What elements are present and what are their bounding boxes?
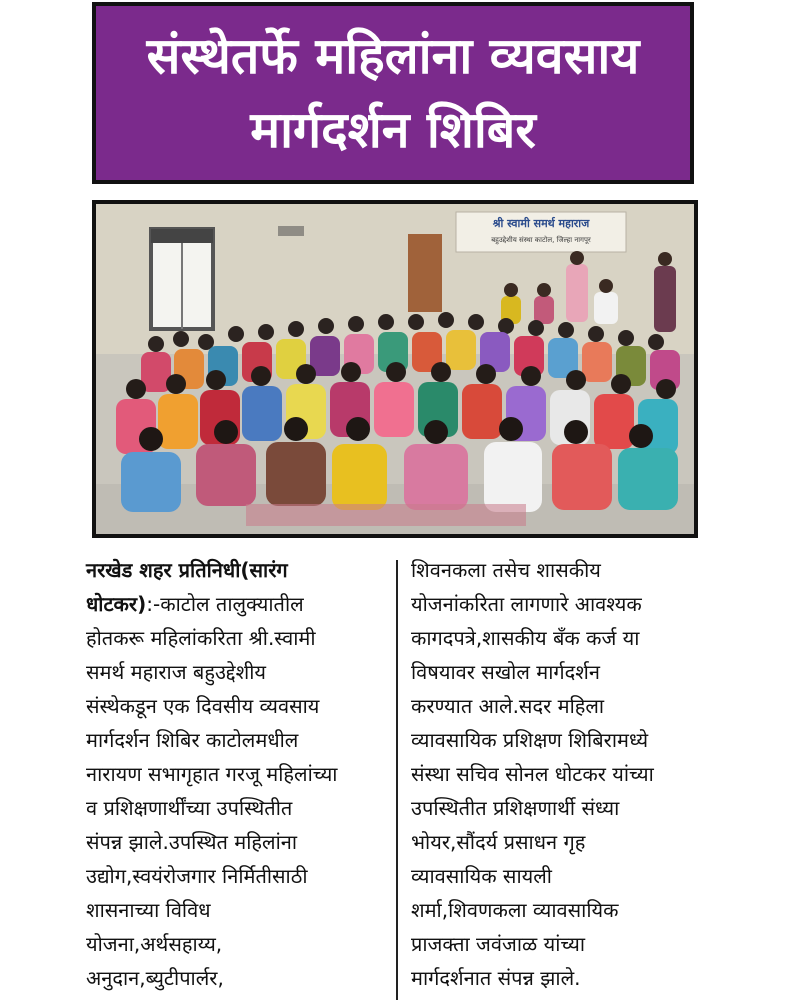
column-divider (396, 560, 398, 1000)
byline-continued (86, 587, 386, 621)
article-text: :-काटोल तालुक्यातील (146, 592, 304, 616)
article-text-line: मार्गदर्शनात संपन्न झाले. (411, 966, 581, 990)
article-text-line: भोयर,सौंदर्य प्रसाधन गृह (411, 830, 586, 854)
article-text-line: व्यावसायिक प्रशिक्षण शिबिरामध्ये (411, 728, 649, 752)
article-text-line: उपस्थितीत प्रशिक्षणार्थी संध्या (411, 796, 620, 820)
article-text-line: करण्यात आले.सदर महिला (411, 694, 605, 718)
article-text-line: अनुदान,ब्युटीपार्लर, (86, 966, 224, 990)
article-text-line: उद्योग,स्वयंरोजगार निर्मितीसाठी (86, 864, 308, 888)
article-text-line: व्यावसायिक सायली (411, 864, 552, 888)
headline-box (92, 2, 694, 184)
banner-subtitle: बहुउद्देशीय संस्था काटोल, जिल्हा नागपूर (491, 236, 591, 244)
article-text-line: विषयावर सखोल मार्गदर्शन (411, 660, 600, 684)
article-text-line: प्राजक्ता जवंजाळ यांच्या (411, 932, 586, 956)
article-text-line: योजनांकरिता लागणारे आवश्यक (411, 592, 642, 616)
article-text-line: कागदपत्रे,शासकीय बँक कर्ज या (411, 626, 640, 650)
article-text-line: संस्था सचिव सोनल धोटकर यांच्या (411, 762, 654, 786)
article-text-line: व प्रशिक्षणार्थींच्या उपस्थितीत (86, 796, 293, 820)
article-left-column (86, 553, 386, 995)
article-text-line: संपन्न झाले.उपस्थित महिलांना (86, 830, 298, 854)
article-text-line: मार्गदर्शन शिबिर काटोलमधील (86, 728, 299, 752)
article-text-line: शासनाच्या विविध (86, 898, 211, 922)
article-text-line: शिवनकला तसेच शासकीय (411, 558, 601, 582)
headline-line-2: मार्गदर्शन शिबिर (250, 101, 536, 159)
article-text-line: योजना,अर्थसहाय्य, (86, 932, 223, 956)
banner-title: श्री स्वामी समर्थ महाराज (492, 217, 590, 230)
article-right-column (411, 553, 711, 995)
article-text-line: होतकरू महिलांकरिता श्री.स्वामी (86, 626, 316, 650)
headline-line-1: संस्थेतर्फे महिलांना व्यवसाय (146, 27, 640, 85)
news-photo (92, 200, 698, 538)
byline: नरखेड शहर प्रतिनिधी(सारंग (86, 558, 288, 582)
article-text-line: संस्थेकडून एक दिवसीय व्यवसाय (86, 694, 320, 718)
article-text-line: समर्थ महाराज बहुउद्देशीय (86, 660, 266, 684)
article-text-line: नारायण सभागृहात गरजू महिलांच्या (86, 762, 338, 786)
byline-name-end: धोटकर) (86, 592, 147, 616)
women-seated-in-hall-photo (96, 204, 694, 534)
article-text-line: शर्मा,शिवणकला व्यावसायिक (411, 898, 619, 922)
